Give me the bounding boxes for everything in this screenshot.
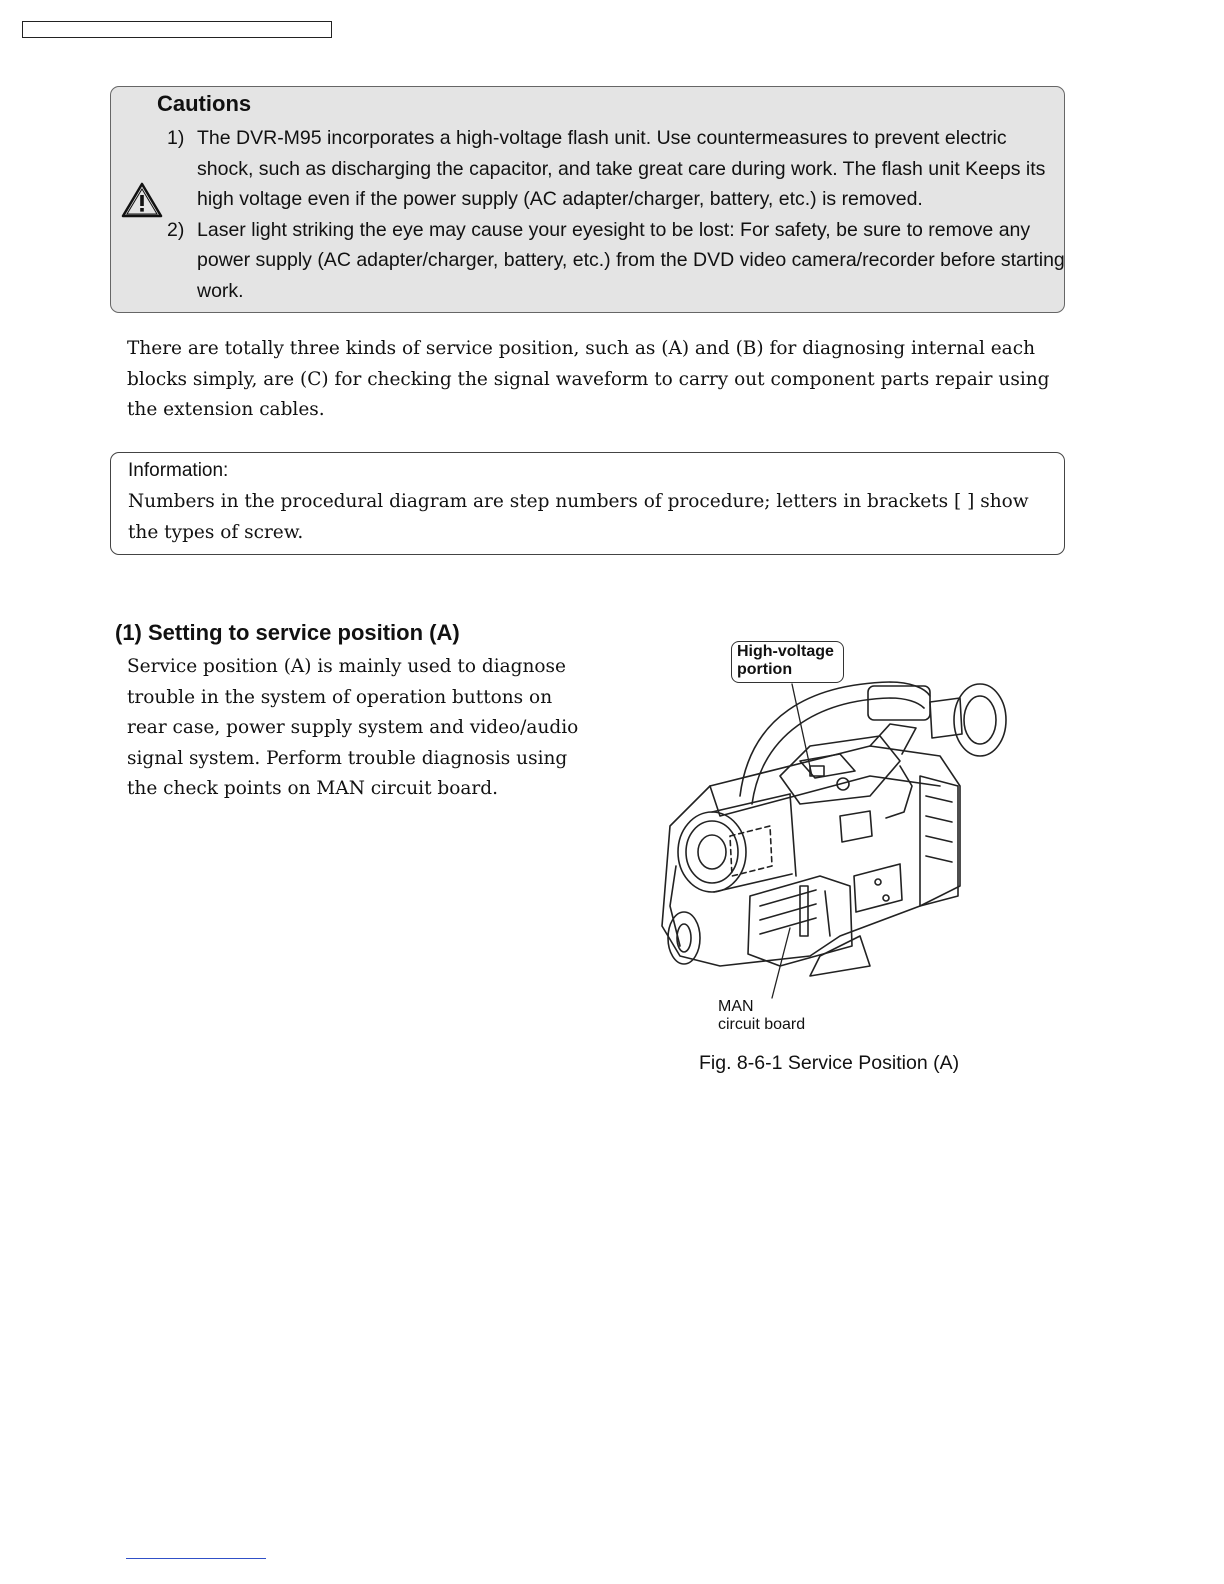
caution-number: 1) xyxy=(167,127,185,149)
caution-text: The DVR-M95 incorporates a high-voltage flash unit. Use countermeasures to prevent electric shock, such as discharging the capacitor, and take great care during work. The flash unit Keeps its high voltage even if the power supply (AC adapter/charger, battery, etc.) is removed. xyxy=(197,127,1046,210)
high-voltage-callout xyxy=(731,641,844,683)
caution-number: 2) xyxy=(167,218,185,241)
cautions-box xyxy=(110,86,1065,313)
intro-paragraph: There are totally three kinds of service position, such as (A) and (B) for diagnosing internal each blocks simply, are (C) for checking the signal waveform to carry out component parts repair using the extension cables. xyxy=(127,338,1050,420)
camcorder-figure xyxy=(640,636,1040,1036)
header-box xyxy=(22,21,332,38)
man-label-line: MAN xyxy=(718,998,754,1015)
man-board-label xyxy=(718,998,805,1034)
cautions-list xyxy=(167,123,1067,306)
figure-caption: Fig. 8-6-1 Service Position (A) xyxy=(699,1052,960,1074)
information-label: Information: xyxy=(128,460,229,481)
section-body: Service position (A) is mainly used to diagnose trouble in the system of operation buttons on rear case, power supply system and video/audio signal system. Perform trouble diagnosis using the check points on MAN circuit board. xyxy=(127,656,579,799)
callout-line: portion xyxy=(737,661,793,678)
callout-line: High-voltage xyxy=(737,643,834,660)
caution-text: Laser light striking the eye may cause your eyesight to be lost: For safety, be sure to remove any power supply (AC adapter/charger, battery, etc.) from the DVD video camera/recorder before starting work. xyxy=(197,218,1065,302)
cautions-title: Cautions xyxy=(157,91,252,116)
caution-item xyxy=(167,123,1067,215)
caution-item xyxy=(167,215,1067,307)
warning-triangle-icon xyxy=(121,181,163,219)
section-heading: (1) Setting to service position (A) xyxy=(115,620,460,645)
footer-rule xyxy=(126,1558,266,1559)
information-box xyxy=(110,452,1065,555)
man-label-line: circuit board xyxy=(718,1016,806,1033)
information-text: Numbers in the procedural diagram are step numbers of procedure; letters in brackets [ ] show the types of screw. xyxy=(128,491,1029,543)
